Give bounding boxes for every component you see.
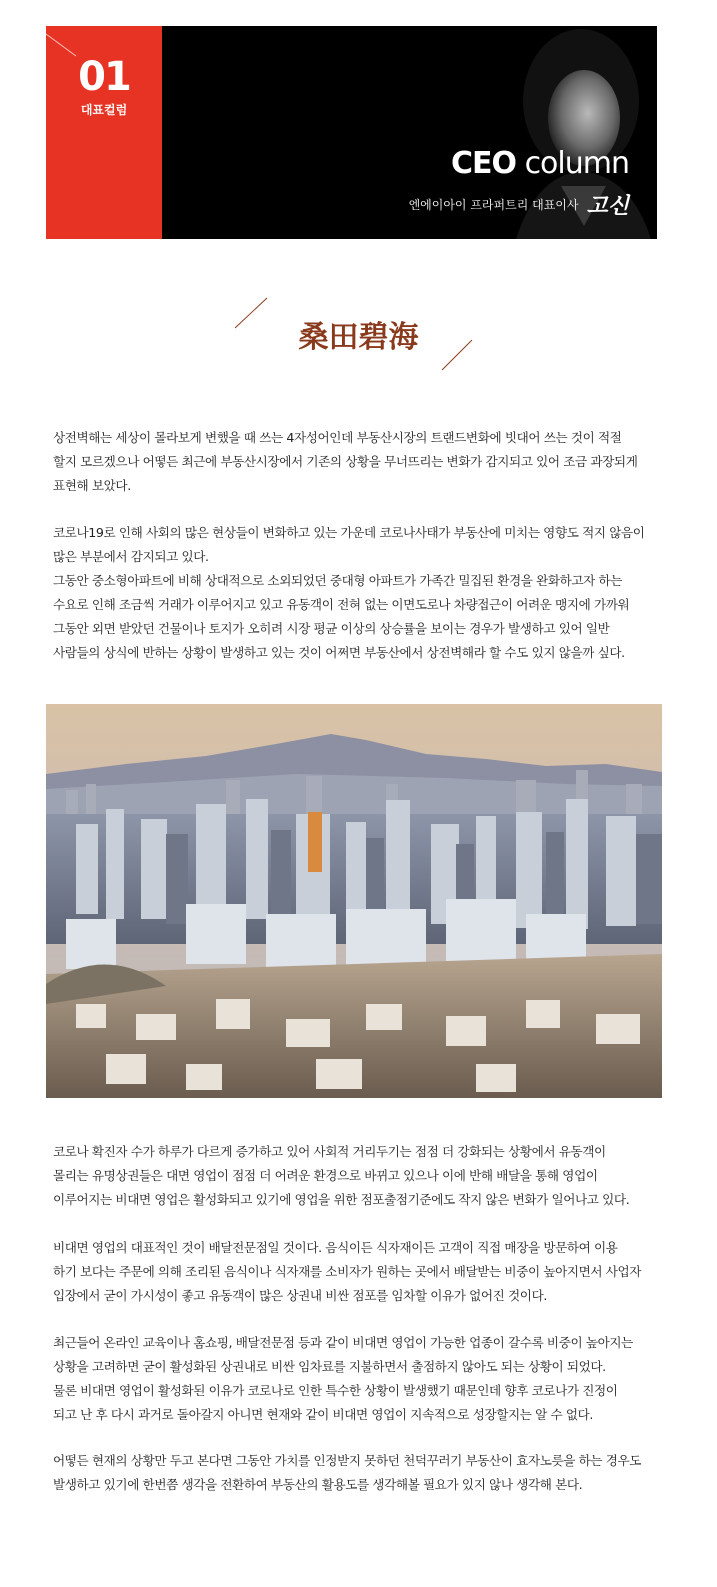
text-line: 하기 보다는 주문에 의해 조리된 음식이나 식자재를 소비자가 원하는 곳에서 배달받는 비중이 높아지면서 사업자	[53, 1264, 642, 1279]
text-line: 어떻든 현재의 상황만 두고 본다면 그동안 가치를 인정받지 못하던 천덕꾸러기 부동산이 효자노릇을 하는 경우도	[53, 1453, 642, 1468]
ceo-column-banner	[46, 26, 657, 239]
section-label: 대표컬럼	[80, 103, 128, 117]
text-line: 수요로 인해 조금씩 거래가 이루어지고 있고 유동객이 전혀 없는 이면도로나 차량접근이 어려운 맹지에 가까워	[53, 597, 630, 612]
seoul-cityscape-photo	[46, 704, 662, 1098]
text-line: 할지 모르겠으나 어떻든 최근에 부동산시장에서 기존의 상황을 무너뜨리는 변화가 감지되고 있어 조금 과장되게	[53, 454, 638, 469]
section-number: 01	[78, 54, 130, 100]
column-title-bold: CEO	[451, 146, 517, 181]
section-number-badge	[46, 26, 162, 239]
text-line: 사람들의 상식에 반하는 상황이 발생하고 있는 것이 어쩌면 부동산에서 상전벽해라 할 수도 있지 않을까 싶다.	[53, 645, 625, 660]
text-line: 최근들어 온라인 교육이나 홈쇼핑, 배달전문점 등과 같이 비대면 영업이 가능한 업종이 갈수록 비중이 높아지는	[53, 1335, 633, 1350]
author-name: 고신	[586, 193, 629, 219]
paragraph-intro	[53, 426, 663, 498]
text-line: 이루어지는 비대면 영업은 활성화되고 있기에 영업을 위한 점포출점기준에도 작지 않은 변화가 일어나고 있다.	[53, 1192, 630, 1207]
text-line: 되고 난 후 다시 과거로 돌아갈지 아니면 현재와 같이 비대면 영업이 지속적으로 성장할지는 알 수 없다.	[53, 1407, 594, 1422]
title-decor-line-right	[440, 338, 474, 372]
author-org: 엔에이아이 프라퍼트리 대표이사	[408, 198, 579, 212]
paragraph-contactless-trend	[53, 1140, 663, 1212]
text-line: 코로나 확진자 수가 하루가 다르게 증가하고 있어 사회적 거리두기는 점점 더 강화되는 상황에서 유동객이	[53, 1144, 606, 1159]
text-line: 물론 비대면 영업이 활성화된 이유가 코로나로 인한 특수한 상황이 발생했기 때문인데 향후 코로나가 진정이	[53, 1383, 618, 1398]
author-line	[409, 189, 629, 220]
article-title-block	[0, 290, 717, 380]
paragraph-delivery-stores	[53, 1236, 663, 1308]
text-line: 발생하고 있기에 한번쯤 생각을 전환하여 부동산의 활용도를 생각해볼 필요가 있지 않나 생각해 본다.	[53, 1477, 583, 1492]
text-line: 그동안 중소형아파트에 비해 상대적으로 소외되었던 중대형 아파트가 가족간 밀집된 환경을 완화하고자 하는	[53, 573, 623, 588]
text-line: 상황을 고려하면 굳이 활성화된 상권내로 비싼 임차료를 지불하면서 출점하지 않아도 되는 상황이 되었다.	[53, 1359, 606, 1374]
text-line: 표현해 보았다.	[53, 478, 131, 493]
text-line: 몰리는 유명상권들은 대면 영업이 점점 더 어려운 환경으로 바뀌고 있으나 이에 반해 배달을 통해 영업이	[53, 1168, 598, 1183]
text-line: 상전벽해는 세상이 몰라보게 변했을 때 쓰는 4자성어인데 부동산시장의 트랜드변화에 빗대어 쓰는 것이 적절	[53, 430, 622, 445]
article-title: 桑田碧海	[298, 320, 419, 355]
text-line: 비대면 영업의 대표적인 것이 배달전문점일 것이다. 음식이든 식자재이든 고객이 직접 매장을 방문하여 이용	[53, 1240, 618, 1255]
text-line: 그동안 외면 받았던 건물이나 토지가 오히려 시장 평균 이상의 상승률을 보이는 경우가 발생하고 있어 일반	[53, 621, 610, 636]
column-title	[451, 146, 629, 181]
text-line: 입장에서 굳이 가시성이 좋고 유동객이 많은 상권내 비싼 점포를 임차할 이유가 없어진 것이다.	[53, 1288, 547, 1303]
column-title-light: column	[524, 146, 629, 181]
paragraph-covid-impact	[53, 521, 663, 665]
paragraph-conclusion	[53, 1449, 663, 1497]
paragraph-online-business	[53, 1331, 663, 1427]
text-line: 코로나19로 인해 사회의 많은 현상들이 변화하고 있는 가운데 코로나사태가 부동산에 미치는 영향도 적지 않음이	[53, 525, 645, 540]
text-line: 많은 부분에서 감지되고 있다.	[53, 549, 209, 564]
